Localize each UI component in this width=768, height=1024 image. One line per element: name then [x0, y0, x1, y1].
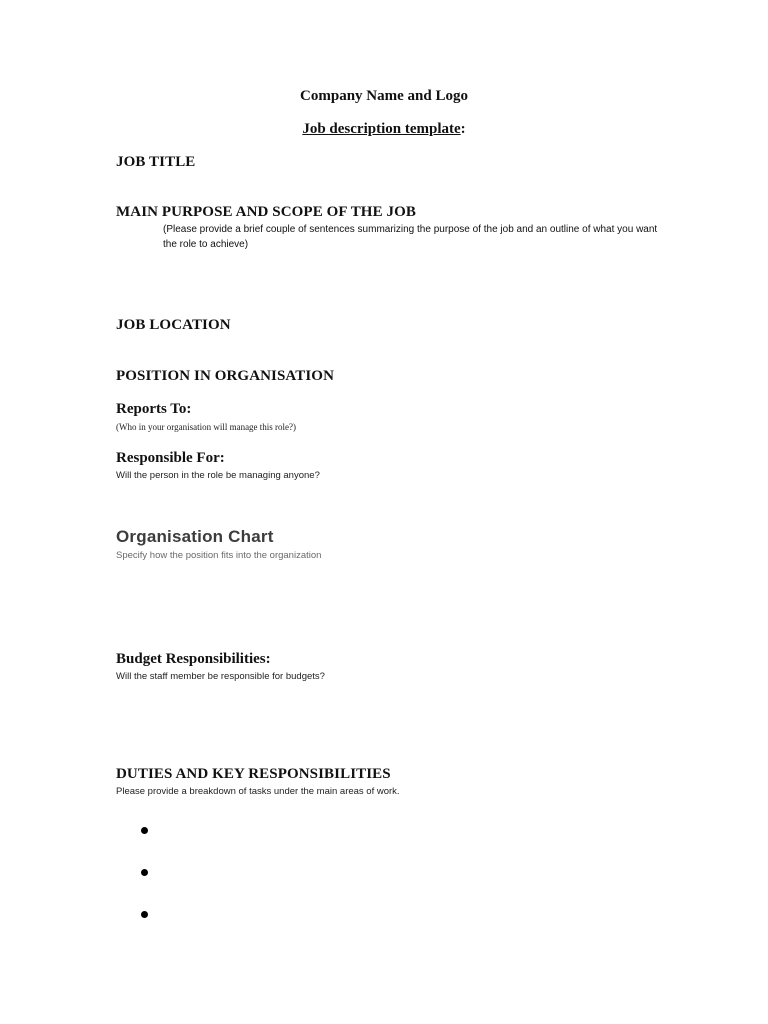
- responsible-for-heading: Responsible For:: [116, 450, 225, 466]
- main-purpose-heading: MAIN PURPOSE AND SCOPE OF THE JOB: [116, 204, 416, 220]
- responsible-for-note: Will the person in the role be managing anyone?: [116, 470, 320, 481]
- company-name-logo: Company Name and Logo: [300, 88, 468, 104]
- bullet-point-icon: [141, 827, 148, 834]
- duties-heading: DUTIES AND KEY RESPONSIBILITIES: [116, 766, 391, 782]
- bullet-point-icon: [141, 911, 148, 918]
- main-purpose-note: (Please provide a brief couple of sentences summarizing the purpose of the job and an outline of what you want the role to achieve): [163, 224, 658, 250]
- duties-note: Please provide a breakdown of tasks under the main areas of work.: [116, 786, 400, 797]
- template-title-colon: :: [460, 121, 466, 137]
- job-location-heading: JOB LOCATION: [116, 317, 231, 333]
- budget-heading: Budget Responsibilities:: [116, 651, 271, 667]
- position-heading: POSITION IN ORGANISATION: [116, 368, 334, 384]
- org-chart-note: Specify how the position fits into the organization: [116, 550, 322, 561]
- job-title-heading: JOB TITLE: [116, 154, 196, 170]
- template-title-text: Job description template: [302, 121, 461, 137]
- budget-note: Will the staff member be responsible for budgets?: [116, 671, 325, 682]
- reports-to-heading: Reports To:: [116, 401, 192, 417]
- org-chart-heading: Organisation Chart: [116, 527, 274, 546]
- bullet-point-icon: [141, 869, 148, 876]
- reports-to-note: (Who in your organisation will manage this role?): [116, 422, 297, 432]
- template-title: [0, 121, 768, 138]
